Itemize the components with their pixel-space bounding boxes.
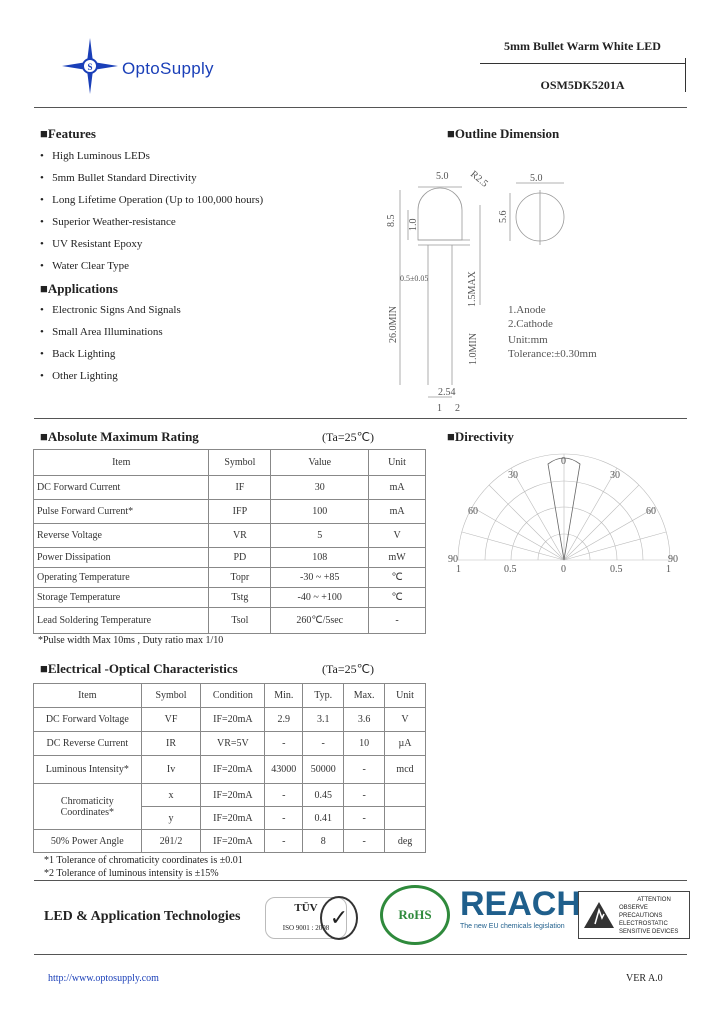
dim-26-0min: 26.0MIN [388,306,399,343]
table-row: Luminous Intensity* Iv IF=20mA 43000 50000 - mcd [34,756,426,784]
check-icon: ✓ [320,896,358,940]
dim-5-0-side: 5.0 [436,171,449,182]
top-rule [34,107,687,108]
list-item: • Other Lighting [40,370,118,382]
col-symbol: Symbol [209,450,271,476]
eo-condition: (Ta=25℃) [322,662,375,676]
angle-30-right-label: 30 [610,470,620,481]
abs-max-heading: ■Absolute Maximum Rating [40,429,199,444]
radial-0-5-right-label: 0.5 [610,564,623,575]
dim-r2-5: R2.5 [468,168,490,190]
header-vline [685,58,686,92]
dim-2-54: 2.54 [438,387,456,398]
outline-note-4: Tolerance:±0.30mm [508,348,597,360]
applications-heading: ■Applications [40,281,118,296]
rohs-logo: RoHS [380,885,450,945]
dim-5-6: 5.6 [498,210,509,223]
table-row: Operating Temperature Topr -30 ~ +85 ℃ [34,568,426,588]
eo-table [33,683,426,853]
esd-warning-icon [582,900,616,930]
list-item: • High Luminous LEDs [40,150,150,162]
website-link[interactable]: http://www.optosupply.com [48,973,159,984]
pin-2-label: 2 [455,403,460,414]
tuv-logo: TÜV ISO 9001 : 2008 [265,897,347,939]
table-row: Pulse Forward Current* IFP 100 mA [34,500,426,524]
abs-max-table [33,449,426,634]
features-list [40,150,263,282]
table-row: DC Forward Voltage VF IF=20mA 2.9 3.1 3.6 V [34,708,426,732]
eo-footnote-2: *2 Tolerance of luminous intensity is ±15% [44,868,219,879]
outline-drawing [380,165,620,415]
pin-1-label: 1 [437,403,442,414]
dim-8-5: 8.5 [386,214,397,227]
dim-1-5max: 1.5MAX [467,271,478,307]
dim-0-5: 0.5±0.05 [400,274,429,283]
brand-name: OptoSupply [122,59,214,78]
radial-0-5-left-label: 0.5 [504,564,517,575]
footer-tagline: LED & Application Technologies [44,909,241,924]
col-unit: Unit [369,450,426,476]
table-row: 50% Power Angle 2θ1/2 IF=20mA - 8 - deg [34,830,426,853]
abs-max-condition: (Ta=25℃) [322,430,375,444]
table-header-row [34,450,426,476]
angle-60-right-label: 60 [646,506,656,517]
list-item: • UV Resistant Epoxy [40,238,143,250]
list-item: • Water Clear Type [40,260,130,272]
table-row: Power Dissipation PD 108 mW [34,548,426,568]
table-row: DC Forward Current IF 30 mA [34,476,426,500]
radial-1-right-label: 1 [666,564,671,575]
esd-warning: ATTENTION OBSERVE PRECAUTIONS ELECTROSTATIC SENSITIVE DEVICES [578,891,690,939]
angle-60-left-label: 60 [468,506,478,517]
angle-90-left-label: 90 [448,554,458,565]
list-item: • 5mm Bullet Standard Directivity [40,172,197,184]
abs-max-footnote: *Pulse width Max 10ms , Duty ratio max 1/10 [38,635,224,646]
features-heading: ■Features [40,126,96,141]
footer-rule [34,880,687,881]
mid-rule [34,418,687,419]
version-label: VER A.0 [626,973,663,984]
outline-heading: ■Outline Dimension [447,126,560,141]
angle-30-left-label: 30 [508,470,518,481]
list-item: • Superior Weather-resistance [40,216,176,228]
directivity-chart [448,452,684,576]
col-value: Value [271,450,369,476]
list-item: • Small Area Illuminations [40,326,163,338]
part-number: OSM5DK5201A [540,78,625,92]
table-row: DC Reverse Current IR VR=5V - - 10 µA [34,732,426,756]
radial-1-left-label: 1 [456,564,461,575]
directivity-heading: ■Directivity [447,429,514,444]
angle-0-label: 0 [561,456,566,467]
reach-logo: REACH The new EU chemicals legislation [460,885,581,930]
table-row: y IF=20mA - 0.41 - [34,807,426,830]
table-row: Lead Soldering Temperature Tsol 260℃/5sec - [34,608,426,634]
dim-1-0: 1.0 [408,218,419,231]
dim-1-0min: 1.0MIN [468,333,479,365]
eo-footnote-1: *1 Tolerance of chromaticity coordinates is ±0.01 [44,855,243,866]
logo [58,36,273,96]
list-item: • Back Lighting [40,348,116,360]
applications-list [40,304,181,392]
product-title: 5mm Bullet Warm White LED [504,39,661,53]
svg-text:S: S [87,62,93,72]
table-header-row: Item Symbol Condition Min. Typ. Max. Unit [34,684,426,708]
table-row: Storage Temperature Tstg -40 ~ +100 ℃ [34,588,426,608]
bottom-rule [34,954,687,955]
col-item: Item [34,450,209,476]
eo-heading: ■Electrical -Optical Characteristics [40,661,238,676]
list-item: • Electronic Signs And Signals [40,304,181,316]
table-row: Chromaticity Coordinates* x IF=20mA - 0.45 - [34,784,426,807]
dim-5-0-top: 5.0 [530,173,543,184]
radial-0-label: 0 [561,564,566,575]
table-row: Reverse Voltage VR 5 V [34,524,426,548]
header-divider [480,63,686,64]
outline-note-1: 1.Anode [508,304,546,316]
outline-note-2: 2.Cathode [508,318,553,330]
list-item: • Long Lifetime Operation (Up to 100,000 hours) [40,194,264,206]
logo-star-icon [58,36,122,96]
outline-note-3: Unit:mm [508,334,548,346]
angle-90-right-label: 90 [668,554,678,565]
chroma-label: Chromaticity Coordinates* [34,784,142,830]
